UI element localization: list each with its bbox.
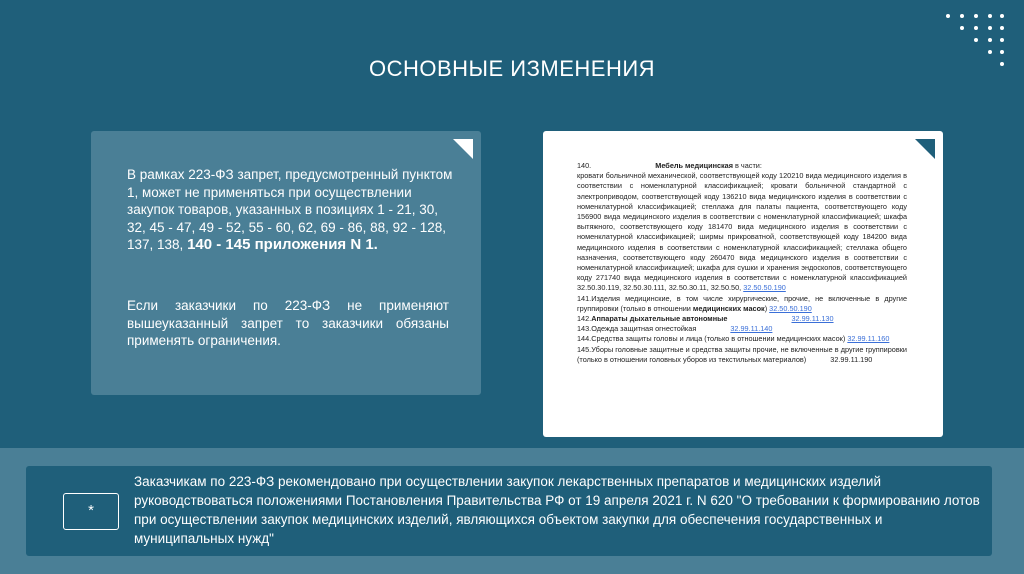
doc-item-142-bold: Аппараты дыхательные автономные	[591, 314, 728, 324]
doc-link-142[interactable]: 32.99.11.130	[791, 314, 834, 324]
doc-item-141-end: )	[764, 303, 768, 313]
doc-link-144[interactable]: 32.99.11.160	[847, 334, 890, 344]
doc-item-142-num: 142.	[577, 314, 592, 324]
doc-item-145	[577, 345, 907, 365]
corner-fold-icon	[453, 139, 473, 159]
page-title: ОСНОВНЫЕ ИЗМЕНЕНИЯ	[368, 56, 656, 81]
info-paragraph-2: Если заказчики по 223-ФЗ не применяют вышеуказанный запрет то заказчики обязаны применять ограничения.	[127, 298, 449, 348]
doc-item-143-text: 143.Одежда защитная огнестойкая	[577, 324, 697, 334]
recommendation-text: Заказчикам по 223-ФЗ рекомендовано при осуществлении закупок лекарственных препаратов и медицинских изделий руководствоваться положениями Постановления Правительства РФ от 19 апреля 2021 г. N 620 "О требовании к формированию лотов при осуществлении закупок медицинских изделий, являющихся объектом закупки для обеспечения государственных и муниципальных нужд"	[134, 474, 980, 546]
doc-item-number: 140.	[577, 161, 592, 170]
doc-item-140-header	[577, 161, 907, 171]
doc-item-145-text: 145.Уборы головные защитные и средства защиты прочие, не включенные в другие группировки (только в отношении головных уборов из текстильных материалов)	[577, 344, 907, 364]
info-paragraph-1-bold: 140 - 145 приложения N 1.	[187, 236, 378, 253]
doc-item-141	[577, 294, 907, 314]
info-paragraph-1	[127, 166, 457, 254]
doc-link-140[interactable]: 32.50.50.190	[743, 283, 786, 293]
document-excerpt-card	[543, 131, 943, 437]
info-paragraph-1-text: В рамках 223-ФЗ запрет, предусмотренный пунктом 1, может не применяться при осуществлении закупок товаров, указанных в позициях 1 - 21, 30, 32, 45 - 47, 49 - 52, 55 - 60, 62, 69 - 86, 88, 92 - 128, 137, 138,	[127, 167, 453, 252]
info-card	[91, 131, 481, 395]
doc-item-141-text: 141.Изделия медицинские, в том числе хирургические, прочие, не включенные в другие группировки (только в отношении	[577, 293, 907, 313]
doc-item-141-bold: медицинских масок	[692, 303, 765, 313]
footnote-marker: *	[63, 493, 119, 530]
doc-item-142	[577, 314, 907, 324]
doc-item-140-body	[577, 171, 907, 293]
doc-link-141[interactable]: 32.50.50.190	[769, 303, 812, 313]
doc-item-title: Мебель медицинская	[655, 161, 733, 170]
corner-fold-icon	[915, 139, 935, 159]
doc-link-143[interactable]: 32.99.11.140	[730, 324, 773, 334]
doc-item-144	[577, 334, 907, 344]
doc-item-143	[577, 324, 907, 334]
doc-item-145-code: 32.99.11.190	[830, 354, 873, 364]
doc-item-140-text: кровати больничной механической, соответствующей коду 120210 вида медицинского изделия в соответствии с номенклатурной классификацией; кровати больничной стандартной с электроприводом, соответствующей коду 136210 вида медицинского изделия в соответствии с номенклатурной классификацией; стеллажа для палаты пациента, соответствующего коду 156900 вида медицинского изделия в соответствии с номенклатурной классификацией; шкафа вытяжного, соответствующего коду 181470 вида медицинского изделия в соответствии с номенклатурной классификацией; ширмы прикроватной, соответствующей коду 184200 вида медицинского изделия в соответствии с номенклатурной классификацией; стеллажа общего назначения, соответствующего коду 260470 вида медицинского изделия в соответствии с номенклатурной классификацией; шкафа для сушки и хранения эндоскопов, соответствующего коду 271740 вида медицинского изделия в соответствии с номенклатурной классификацией 32.50.30.119, 32.50.30.111, 32.50.30.11, 32.50.50,	[577, 171, 907, 293]
doc-item-144-text: 144.Средства защиты головы и лица (только в отношении медицинских масок)	[577, 334, 846, 344]
document-excerpt	[577, 161, 907, 365]
doc-item-suffix: в части:	[733, 161, 762, 170]
